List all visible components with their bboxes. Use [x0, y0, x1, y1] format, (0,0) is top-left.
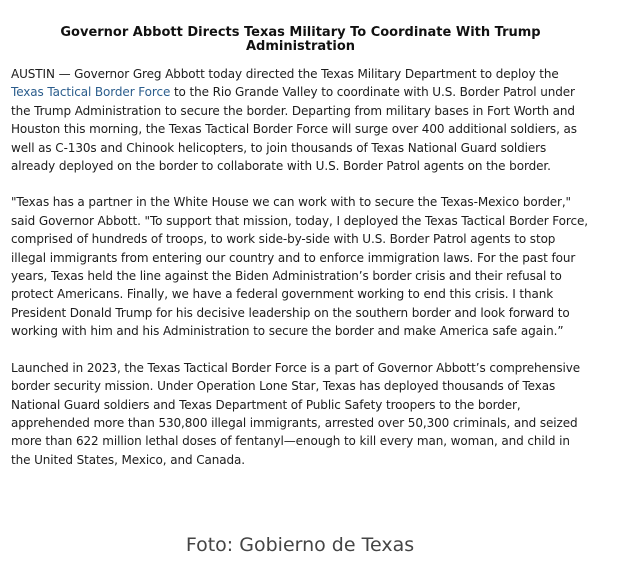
paragraph-announcement-intro: AUSTIN — Governor Greg Abbott today directed the Texas Military Department to deploy the [11, 67, 559, 81]
paragraph-announcement [11, 65, 590, 175]
texas-tactical-border-force-link[interactable]: Texas Tactical Border Force [11, 85, 171, 100]
paragraph-background: Launched in 2023, the Texas Tactical Border Force is a part of Governor Abbott’s comprehensive border security mission. Under Operation Lone Star, Texas has deployed thousands of Texas National Guard soldiers and Texas Department of Public Safety troopers to the border, apprehended more than 530,800 illegal immigrants, arrested over 50,300 criminals, and seized more than 622 million lethal doses of fentanyl—enough to kill every man, woman, and child in the United States, Mexico, and Canada. [11, 360, 580, 467]
paragraph-announcement-rest: to the Rio Grande Valley to coordinate with U.S. Border Patrol under the Trump Administration to secure the border. Departing from military bases in Fort Worth and Houston this morning, the Texas Tactical Border Force will surge over 400 additional soldiers, as well as C-130s and Chinook helicopters, to join thousands of Texas National Guard soldiers already deployed on the border to collaborate with U.S. Border Patrol agents on the border. [11, 85, 577, 174]
press-release-title: Governor Abbott Directs Texas Military To Coordinate With Trump Administration [60, 25, 541, 54]
paragraph-quote: "Texas has a partner in the White House we can work with to secure the Texas-Mexico border," said Governor Abbott. "To support that mission, today, I deployed the Texas Tactical Border Force, comprised of hundreds of troops, to work side-by-side with U.S. Border Patrol agents to stop illegal immigrants from entering our country and to enforce immigration laws. For the past four years, Texas held the line against the Biden Administration’s border crisis and their refusal to protect Americans. Finally, we have a federal government working to end this crisis. I thank President Donald Trump for his decisive leadership on the southern border and look forward to working with him and his Administration to secure the border and make America safe again.” [11, 195, 588, 339]
photo-caption: Foto: Gobierno de Texas [185, 534, 415, 556]
